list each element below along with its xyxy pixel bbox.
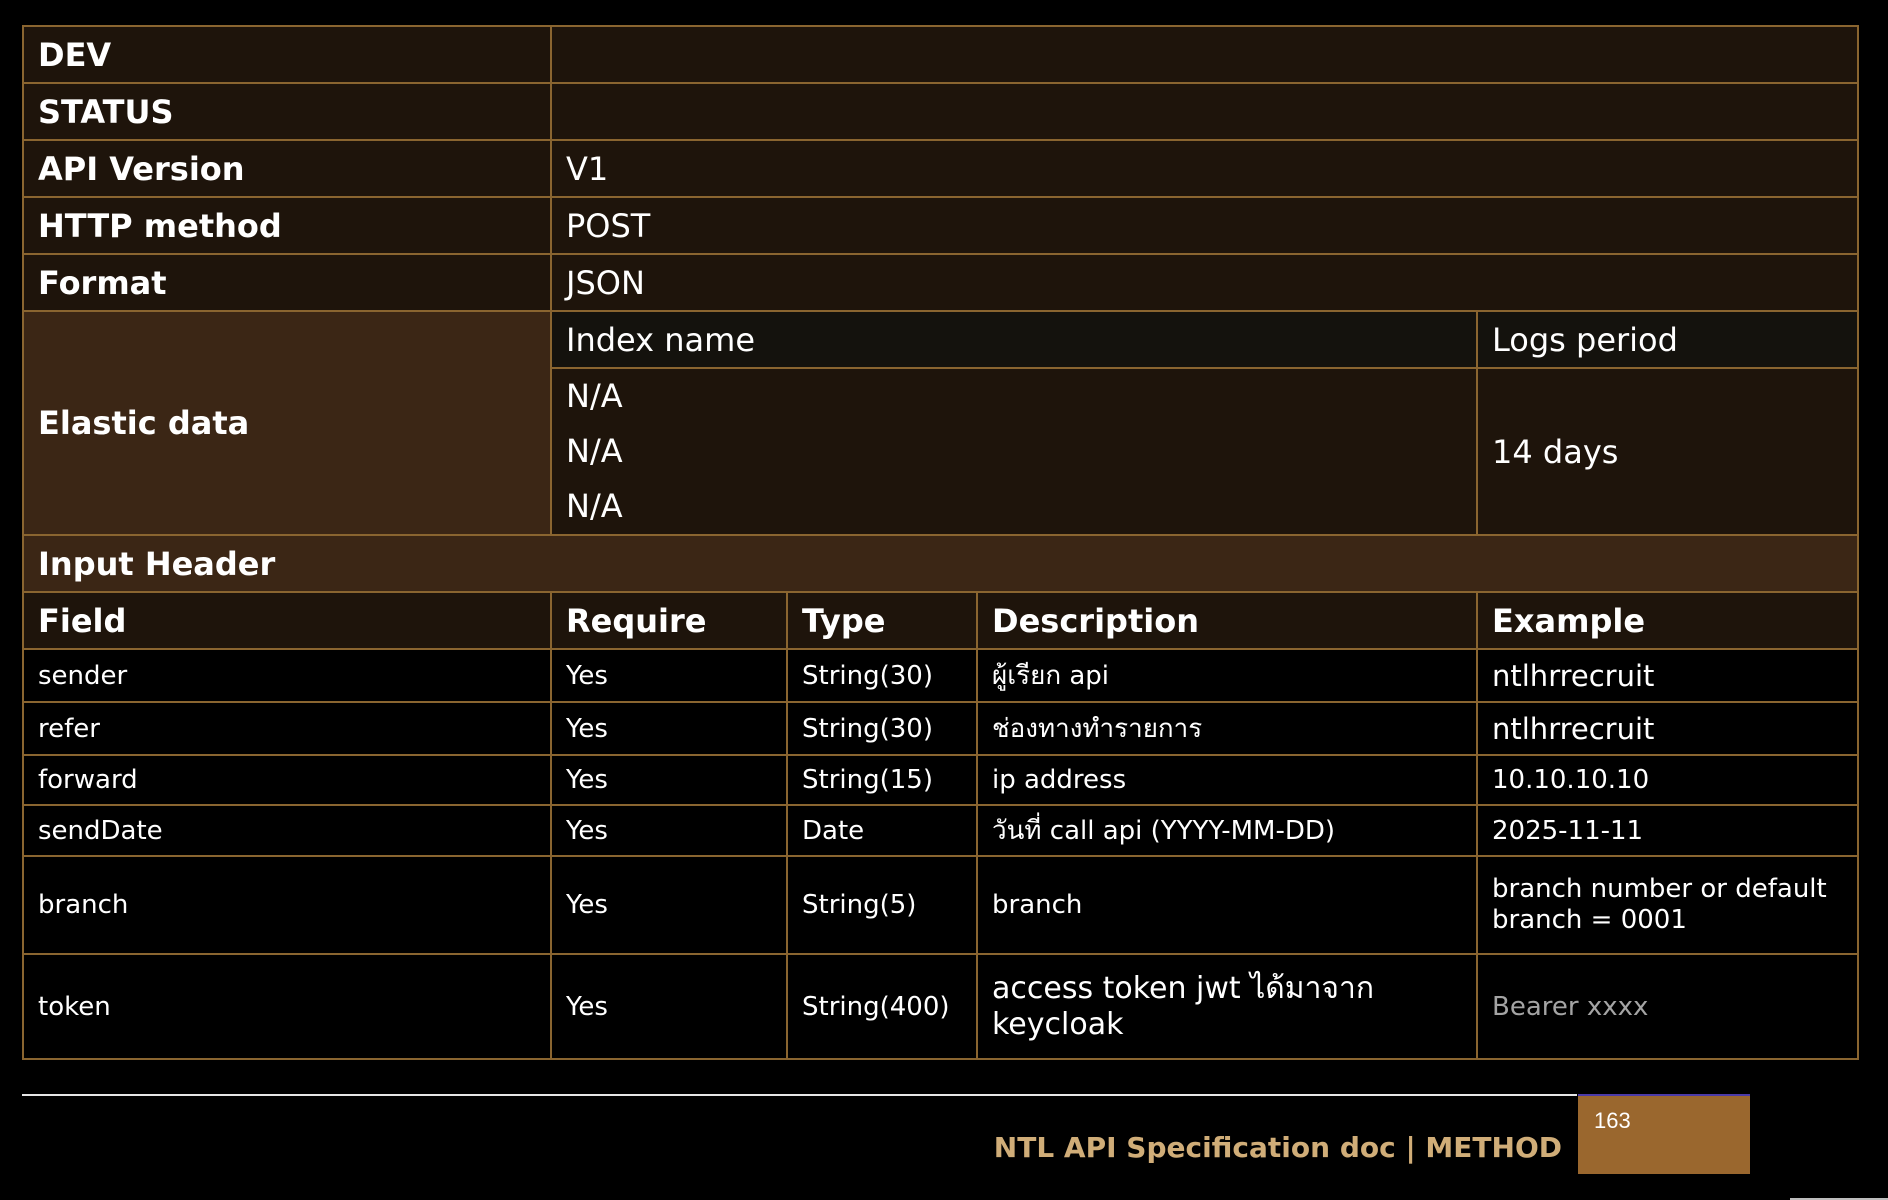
format-value: JSON bbox=[551, 254, 1858, 311]
footer-divider bbox=[22, 1094, 1577, 1096]
type-cell: String(5) bbox=[787, 856, 977, 954]
description-cell: access token jwt ได้มาจาก keycloak bbox=[977, 954, 1477, 1059]
description-cell: ช่องทางทำรายการ bbox=[977, 702, 1477, 755]
example-cell: Bearer xxxx bbox=[1477, 954, 1858, 1059]
status-label: STATUS bbox=[23, 83, 551, 140]
status-row bbox=[23, 83, 1858, 140]
http-method-row bbox=[23, 197, 1858, 254]
type-cell: String(15) bbox=[787, 755, 977, 805]
col-header-description: Description bbox=[977, 592, 1477, 649]
example-cell: branch number or default branch = 0001 bbox=[1477, 856, 1858, 954]
column-header-row bbox=[23, 592, 1858, 649]
elastic-data-label: Elastic data bbox=[23, 311, 551, 535]
elastic-header-row bbox=[23, 311, 1858, 368]
logs-period-header: Logs period bbox=[1477, 311, 1858, 368]
field-cell: branch bbox=[23, 856, 551, 954]
col-header-example: Example bbox=[1477, 592, 1858, 649]
index-name-item: N/A bbox=[566, 432, 623, 470]
example-cell: ntlhrrecruit bbox=[1477, 702, 1858, 755]
type-cell: String(30) bbox=[787, 649, 977, 702]
page-number-box bbox=[1578, 1096, 1750, 1174]
dev-label: DEV bbox=[23, 26, 551, 83]
require-cell: Yes bbox=[551, 702, 787, 755]
format-label: Format bbox=[23, 254, 551, 311]
type-cell: String(30) bbox=[787, 702, 977, 755]
table-row bbox=[23, 702, 1858, 755]
table-row bbox=[23, 856, 1858, 954]
table-row bbox=[23, 954, 1858, 1059]
field-cell: token bbox=[23, 954, 551, 1059]
require-cell: Yes bbox=[551, 649, 787, 702]
col-header-type: Type bbox=[787, 592, 977, 649]
require-cell: Yes bbox=[551, 805, 787, 856]
api-spec-table bbox=[22, 25, 1859, 1060]
field-cell: refer bbox=[23, 702, 551, 755]
example-cell: 10.10.10.10 bbox=[1477, 755, 1858, 805]
status-value bbox=[551, 83, 1858, 140]
logs-period-value: 14 days bbox=[1477, 368, 1858, 535]
dev-row bbox=[23, 26, 1858, 83]
table-row bbox=[23, 805, 1858, 856]
api-version-value: V1 bbox=[551, 140, 1858, 197]
example-cell: 2025-11-11 bbox=[1477, 805, 1858, 856]
dev-value bbox=[551, 26, 1858, 83]
index-name-item: N/A bbox=[566, 377, 623, 415]
api-version-row bbox=[23, 140, 1858, 197]
field-cell: forward bbox=[23, 755, 551, 805]
example-cell: ntlhrrecruit bbox=[1477, 649, 1858, 702]
field-cell: sendDate bbox=[23, 805, 551, 856]
require-cell: Yes bbox=[551, 856, 787, 954]
index-name-header: Index name bbox=[551, 311, 1477, 368]
col-header-require: Require bbox=[551, 592, 787, 649]
type-cell: Date bbox=[787, 805, 977, 856]
index-name-list bbox=[551, 368, 1477, 535]
input-header-title: Input Header bbox=[23, 535, 1858, 592]
description-cell: branch bbox=[977, 856, 1477, 954]
format-row bbox=[23, 254, 1858, 311]
api-version-label: API Version bbox=[23, 140, 551, 197]
table-row bbox=[23, 755, 1858, 805]
field-cell: sender bbox=[23, 649, 551, 702]
require-cell: Yes bbox=[551, 954, 787, 1059]
description-cell: วันที่ call api (YYYY-MM-DD) bbox=[977, 805, 1477, 856]
input-header-row bbox=[23, 535, 1858, 592]
footer-title: NTL API Specification doc | METHOD bbox=[993, 1131, 1562, 1164]
type-cell: String(400) bbox=[787, 954, 977, 1059]
http-method-value: POST bbox=[551, 197, 1858, 254]
description-cell: ผู้เรียก api bbox=[977, 649, 1477, 702]
require-cell: Yes bbox=[551, 755, 787, 805]
description-cell: ip address bbox=[977, 755, 1477, 805]
page-number: 163 bbox=[1594, 1108, 1631, 1133]
index-name-item: N/A bbox=[566, 487, 623, 525]
col-header-field: Field bbox=[23, 592, 551, 649]
table-row bbox=[23, 649, 1858, 702]
http-method-label: HTTP method bbox=[23, 197, 551, 254]
